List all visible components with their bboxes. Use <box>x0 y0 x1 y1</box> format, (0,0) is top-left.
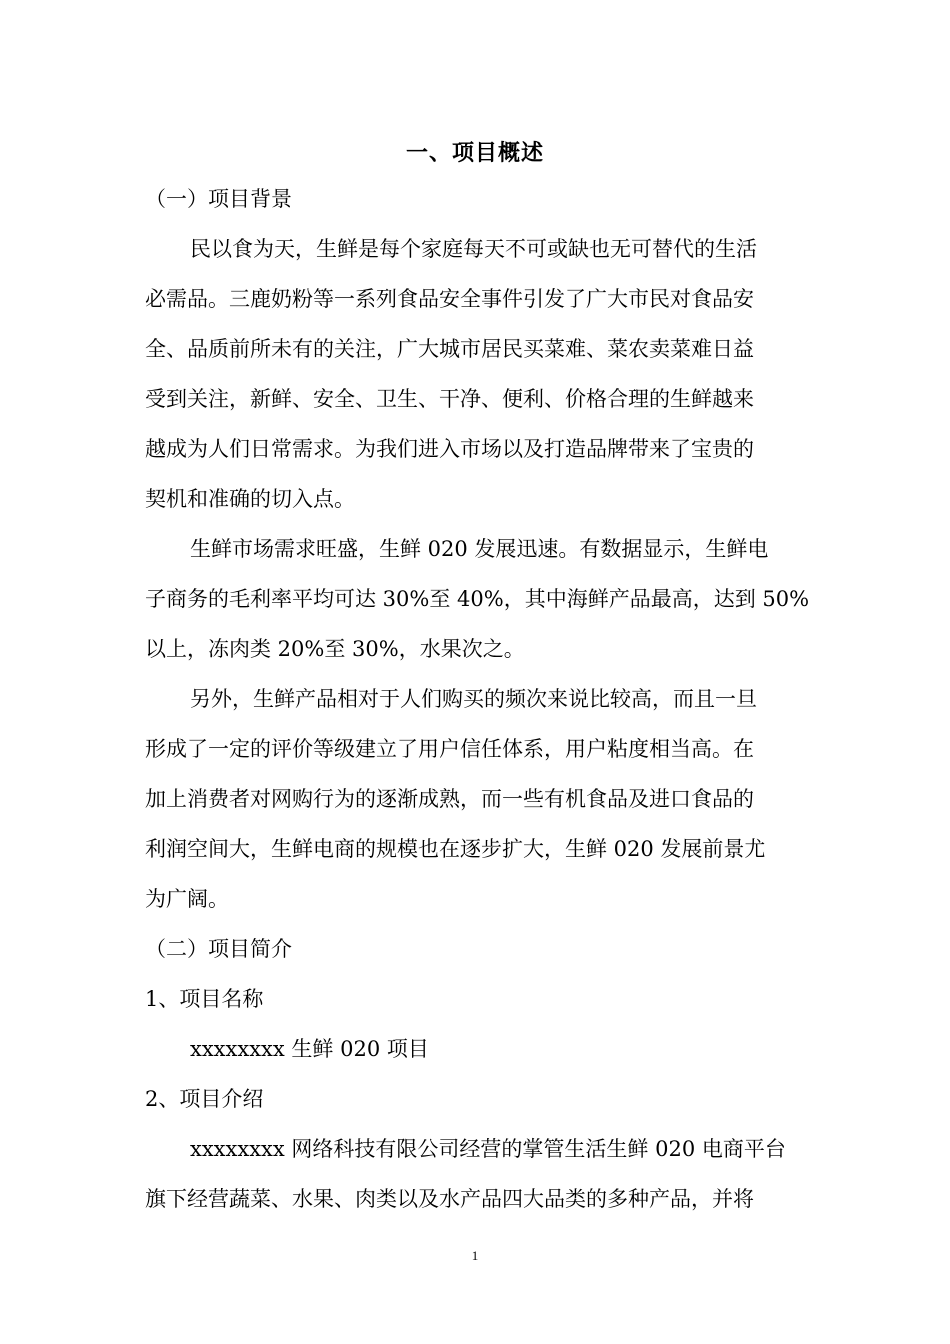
paragraph-line: 旗下经营蔬菜、水果、肉类以及水产品四大品类的多种产品，并将 <box>145 1187 754 1211</box>
paragraph-line: 契机和准确的切入点。 <box>145 487 355 511</box>
item-heading-name: 1、项目名称 <box>145 987 264 1011</box>
section-heading-background: （一）项目背景 <box>145 187 292 211</box>
project-name-text: xxxxxxxx 生鲜 020 项目 <box>190 1037 429 1061</box>
item-heading-intro: 2、项目介绍 <box>145 1087 264 1111</box>
paragraph-line: 利润空间大，生鲜电商的规模也在逐步扩大，生鲜 020 发展前景尤 <box>145 837 766 861</box>
paragraph-line: xxxxxxxx 网络科技有限公司经营的掌管生活生鲜 020 电商平台 <box>190 1137 786 1161</box>
paragraph-line: 生鲜市场需求旺盛，生鲜 020 发展迅速。有数据显示，生鲜电 <box>190 537 769 561</box>
page-number: 1 <box>471 1248 479 1263</box>
paragraph-line: 越成为人们日常需求。为我们进入市场以及打造品牌带来了宝贵的 <box>145 437 754 461</box>
paragraph-line: 形成了一定的评价等级建立了用户信任体系，用户粘度相当高。在 <box>145 737 754 761</box>
paragraph-line: 子商务的毛利率平均可达 30%至 40%，其中海鲜产品最高，达到 50% <box>145 587 810 611</box>
paragraph-line: 必需品。三鹿奶粉等一系列食品安全事件引发了广大市民对食品安 <box>145 287 754 311</box>
paragraph-line: 民以食为天，生鲜是每个家庭每天不可或缺也无可替代的生活 <box>190 237 757 261</box>
paragraph-line: 受到关注，新鲜、安全、卫生、干净、便利、价格合理的生鲜越来 <box>145 387 754 411</box>
section-heading-intro: （二）项目简介 <box>145 937 292 961</box>
paragraph-line: 加上消费者对网购行为的逐渐成熟，而一些有机食品及进口食品的 <box>145 787 754 811</box>
paragraph-line: 为广阔。 <box>145 887 229 911</box>
paragraph-line: 以上，冻肉类 20%至 30%，水果次之。 <box>145 637 525 661</box>
paragraph-line: 另外，生鲜产品相对于人们购买的频次来说比较高，而且一旦 <box>190 687 757 711</box>
page-title: 一、项目概述 <box>405 141 544 166</box>
paragraph-line: 全、品质前所未有的关注，广大城市居民买菜难、菜农卖菜难日益 <box>145 337 754 361</box>
